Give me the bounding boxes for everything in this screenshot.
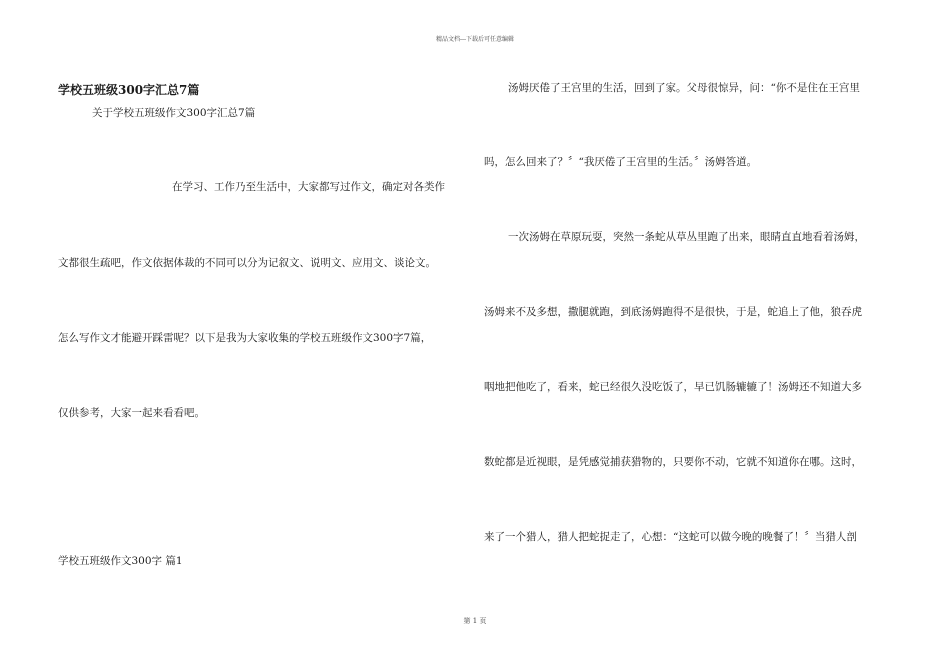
paragraph-line: 一次汤姆在草原玩耍，突然一条蛇从草丛里跑了出来，眼睛直直地看着汤姆， <box>508 231 865 243</box>
paragraph-line: 在学习、工作乃至生活中，大家都写过作文，确定对各类作 <box>172 181 445 193</box>
paragraph-line: 汤姆来不及多想，撒腿就跑，到底汤姆跑得不是很快，于是，蛇追上了他，狼吞虎 <box>484 306 862 318</box>
paragraph-line: 文都很生疏吧，作文依据体裁的不同可以分为记叙文、说明文、应用文、谈论文。 <box>58 257 436 269</box>
page-footer: 第 1 页 <box>463 617 487 625</box>
document-subtitle: 关于学校五班级作文300字汇总7篇 <box>92 107 256 119</box>
paragraph-line: 吗，怎么回来了？〞“我厌倦了王宫里的生活。〞汤姆答道。 <box>484 156 758 168</box>
paragraph-line: 数蛇都是近视眼，是凭感觉捕获猎物的，只要你不动，它就不知道你在哪。这时， <box>484 456 862 468</box>
paragraph-line: 怎么写作文才能避开踩雷呢？以下是我为大家收集的学校五班级作文300字7篇， <box>58 332 432 344</box>
page-header: 精品文档---下载后可任意编辑 <box>435 36 515 43</box>
section-heading: 学校五班级作文300字 篇1 <box>58 555 183 567</box>
paragraph-line: 咽地把他吃了，看来，蛇已经很久没吃饭了，早已饥肠辘辘了！汤姆还不知道大多 <box>484 381 862 393</box>
paragraph-line: 汤姆厌倦了王宫里的生活，回到了家。父母很惊异，问：“你不是住在王宫里 <box>508 82 860 94</box>
document-title: 学校五班级300字汇总7篇 <box>58 83 200 97</box>
paragraph-line: 来了一个猎人，猎人把蛇捉走了，心想：“这蛇可以做今晚的晚餐了！〞当猎人剖 <box>484 531 857 543</box>
paragraph-line: 仅供参考，大家一起来看看吧。 <box>58 407 205 419</box>
